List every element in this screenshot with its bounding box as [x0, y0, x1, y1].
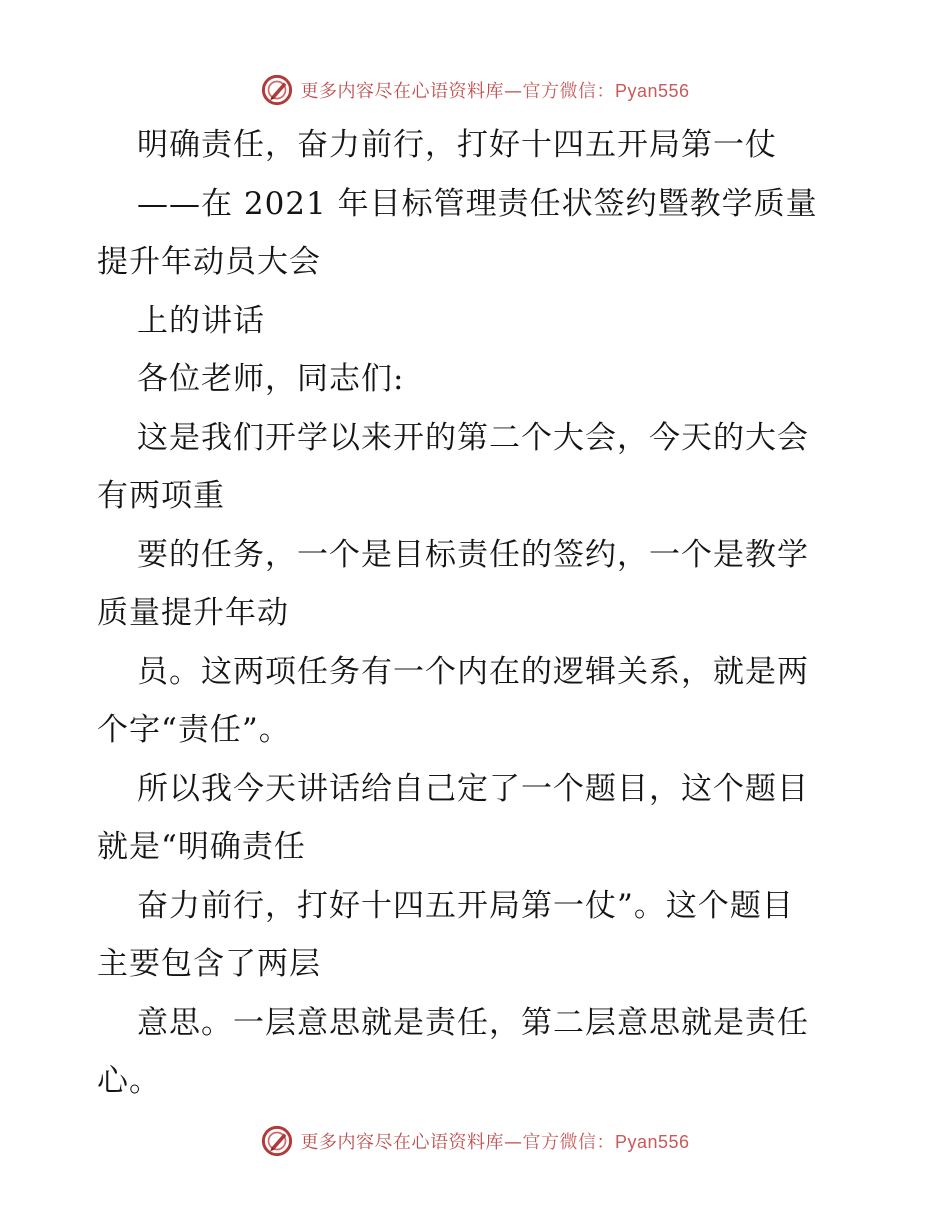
watermark-text: [300, 77, 689, 103]
text-line: 质量提升年动: [97, 595, 289, 631]
watermark-text: [300, 1128, 689, 1154]
text-line: 员。这两项任务有一个内在的逻辑关系，就是两: [137, 653, 809, 690]
watermark-slogan: 更多内容尽在心语资料库—: [300, 1132, 523, 1153]
text-line: ——在 2021 年目标管理责任状签约暨教学质量: [137, 185, 818, 222]
watermark-slogan: 更多内容尽在心语资料库—: [300, 81, 523, 102]
text-line: 提升年动员大会: [97, 244, 321, 280]
text-line: 个字“责任”。: [97, 712, 291, 748]
text-line: 各位老师，同志们:: [137, 361, 405, 397]
text-line: 就是“明确责任: [97, 829, 306, 865]
watermark-wechat-label: 官方微信：: [522, 81, 615, 102]
text-line: 有两项重: [97, 478, 225, 514]
header-watermark: [0, 70, 950, 110]
watermark-wechat-id: Pyan556: [614, 81, 690, 101]
text-line: 要的任务，一个是目标责任的签约，一个是教学: [137, 536, 809, 573]
footer-watermark: [0, 1121, 950, 1161]
watermark-wechat-id: Pyan556: [614, 1132, 690, 1152]
text-line: 主要包含了两层: [97, 946, 321, 982]
text-line: 这是我们开学以来开的第二个大会，今天的大会: [137, 419, 809, 456]
text-line: 心。: [97, 1063, 161, 1099]
brand-logo-icon: [260, 1124, 294, 1158]
text-line: 意思。一层意思就是责任，第二层意思就是责任: [137, 1004, 809, 1041]
text-line: 所以我今天讲话给自己定了一个题目，这个题目: [137, 770, 809, 807]
text-line: 奋力前行，打好十四五开局第一仗”。这个题目: [137, 887, 794, 924]
document-body: [97, 116, 857, 1111]
brand-logo-icon: [260, 73, 294, 107]
text-line: 上的讲话: [137, 302, 265, 339]
watermark-wechat-label: 官方微信：: [522, 1132, 615, 1153]
text-line: 明确责任，奋力前行，打好十四五开局第一仗: [137, 127, 777, 163]
